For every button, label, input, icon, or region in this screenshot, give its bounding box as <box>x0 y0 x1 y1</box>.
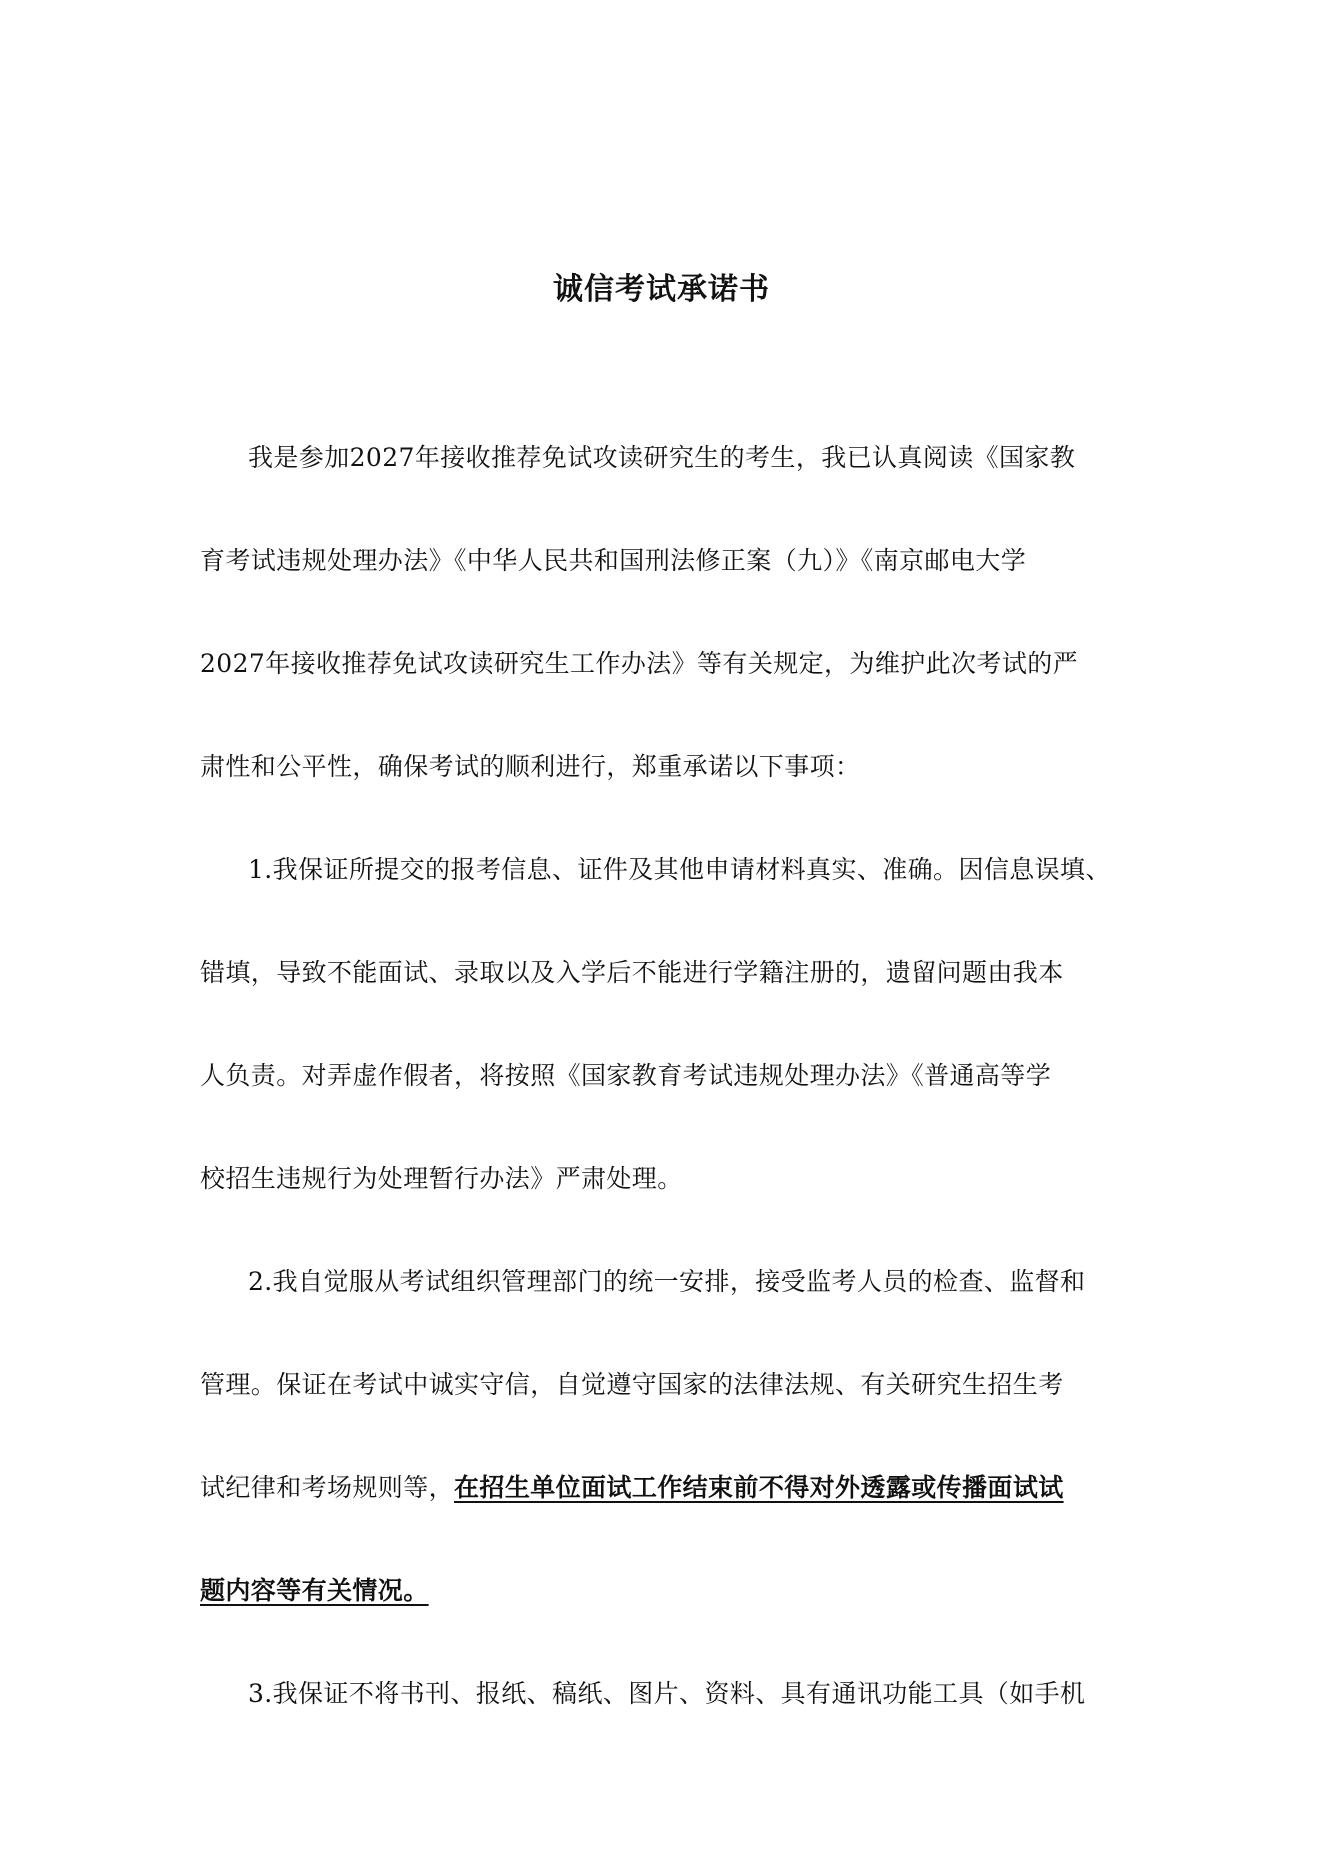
paragraph-line: 校招生违规行为处理暂行办法》严肃处理。 <box>200 1164 683 1193</box>
paragraph-line: 错填，导致不能面试、录取以及入学后不能进行学籍注册的，遗留问题由我本 <box>200 958 1064 987</box>
paragraph-text: 试纪律和考场规则等， <box>200 1473 455 1502</box>
paragraph-line: 育考试违规处理办法》《中华人民共和国刑法修正案（九）》《南京邮电大学 <box>200 546 1027 575</box>
paragraph-line: 人负责。对弄虚作假者，将按照《国家教育考试违规处理办法》《普通高等学 <box>200 1061 1052 1090</box>
underlined-emphasis: 在招生单位面试工作结束前不得对外透露或传播面试试 <box>454 1473 1064 1502</box>
paragraph-line: 我是参加2027年接收推荐免试攻读研究生的考生，我已认真阅读《国家教 <box>248 443 1076 472</box>
paragraph-line: 2.我自觉服从考试组织管理部门的统一安排，接受监考人员的检查、监督和 <box>248 1267 1086 1296</box>
paragraph-line: 肃性和公平性，确保考试的顺利进行，郑重承诺以下事项： <box>200 752 861 781</box>
paragraph-line: 2027年接收推荐免试攻读研究生工作办法》等有关规定，为维护此次考试的严 <box>200 649 1079 678</box>
underlined-emphasis: 题内容等有关情况。 <box>200 1576 429 1605</box>
paragraph-line <box>200 1571 429 1611</box>
paragraph-line <box>200 1468 1064 1508</box>
paragraph-line: 3.我保证不将书刊、报纸、稿纸、图片、资料、具有通讯功能工具（如手机 <box>248 1679 1086 1708</box>
document-title: 诚信考试承诺书 <box>553 272 770 307</box>
paragraph-line: 1.我保证所提交的报考信息、证件及其他申请材料真实、准确。因信息误填、 <box>248 855 1111 884</box>
paragraph-line: 管理。保证在考试中诚实守信，自觉遵守国家的法律法规、有关研究生招生考 <box>200 1370 1064 1399</box>
